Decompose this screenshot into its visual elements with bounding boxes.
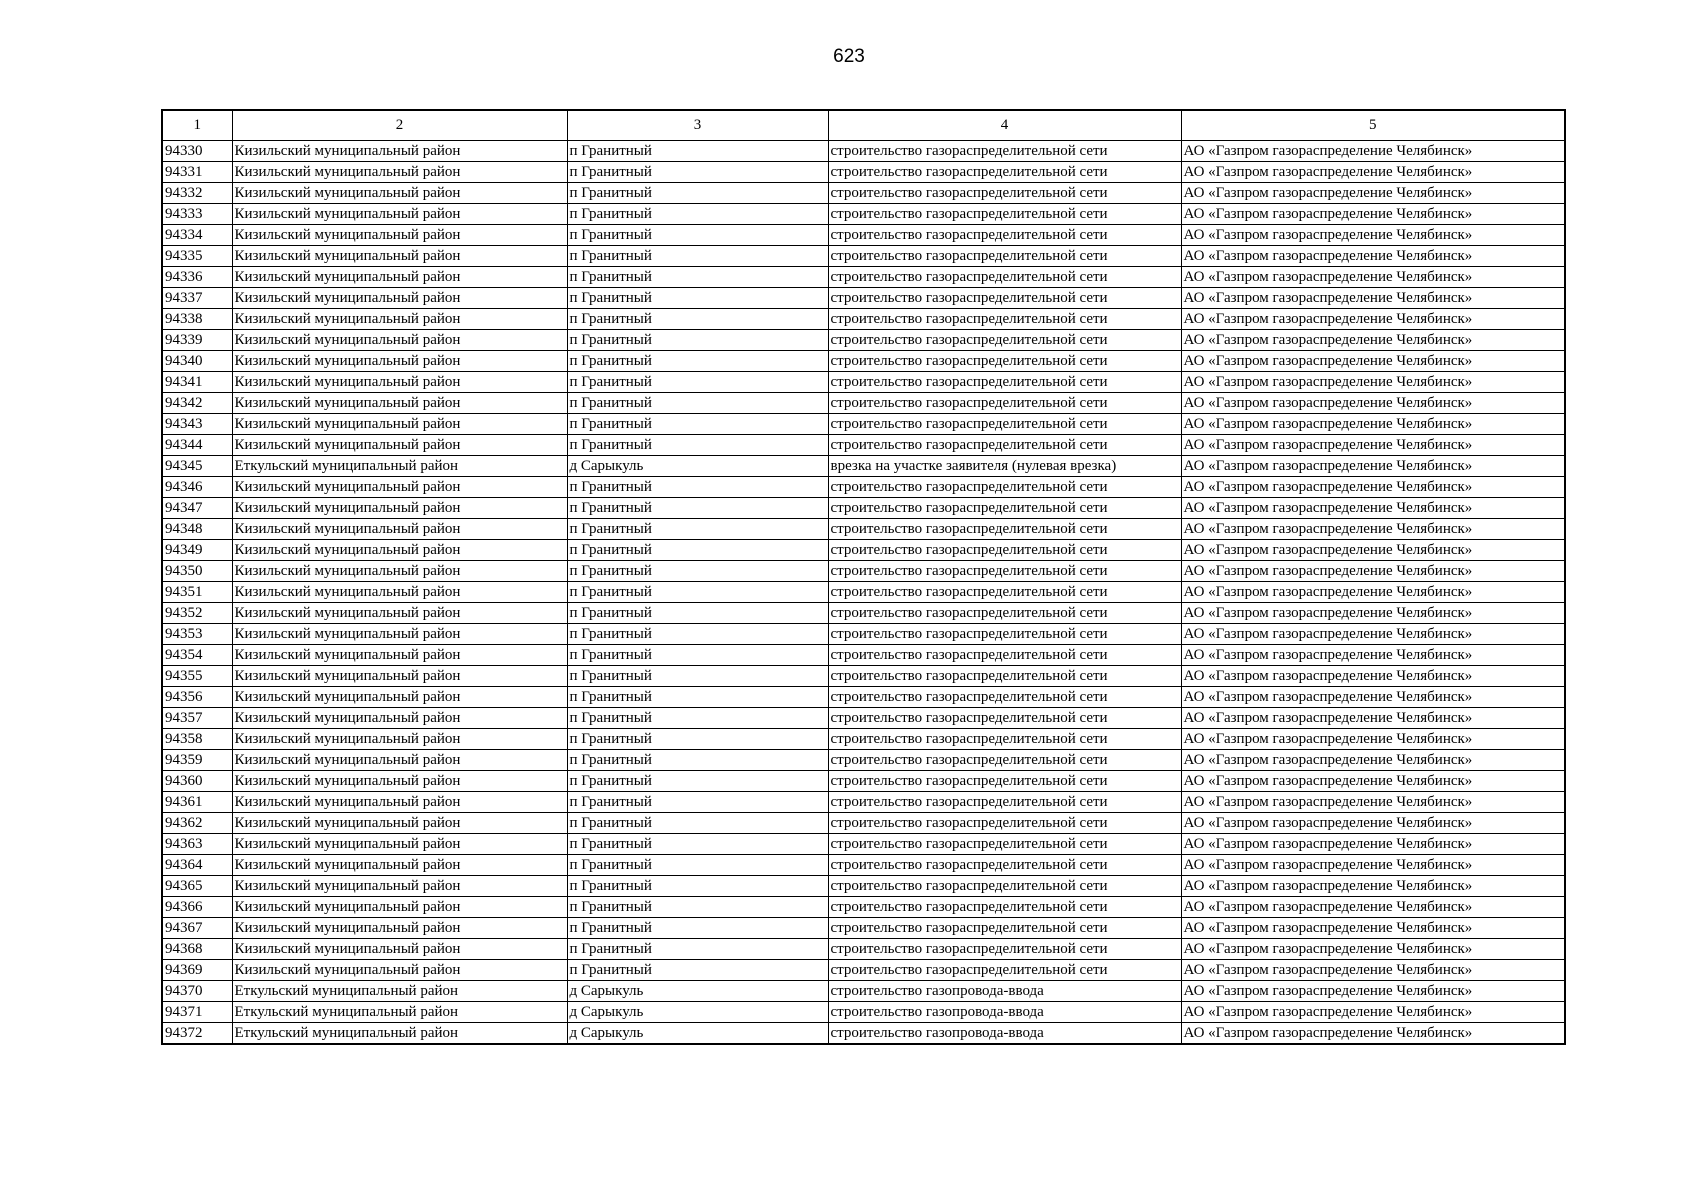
cell-district: Кизильский муниципальный район xyxy=(232,266,567,287)
cell-work-type: строительство газораспределительной сети xyxy=(828,182,1181,203)
cell-district: Кизильский муниципальный район xyxy=(232,371,567,392)
cell-work-type: строительство газораспределительной сети xyxy=(828,707,1181,728)
column-header-4: 4 xyxy=(828,110,1181,140)
cell-settlement: п Гранитный xyxy=(567,497,828,518)
cell-work-type: строительство газораспределительной сети xyxy=(828,539,1181,560)
cell-settlement: п Гранитный xyxy=(567,434,828,455)
cell-settlement: д Сарыкуль xyxy=(567,1001,828,1022)
cell-work-type: строительство газораспределительной сети xyxy=(828,266,1181,287)
table-row xyxy=(162,413,1565,434)
cell-number: 94360 xyxy=(162,770,232,791)
cell-work-type: строительство газопровода-ввода xyxy=(828,1001,1181,1022)
cell-district: Еткульский муниципальный район xyxy=(232,980,567,1001)
cell-organization: АО «Газпром газораспределение Челябинск» xyxy=(1181,350,1565,371)
cell-number: 94330 xyxy=(162,140,232,161)
cell-number: 94352 xyxy=(162,602,232,623)
cell-work-type: строительство газораспределительной сети xyxy=(828,812,1181,833)
cell-district: Еткульский муниципальный район xyxy=(232,455,567,476)
cell-settlement: п Гранитный xyxy=(567,224,828,245)
cell-number: 94353 xyxy=(162,623,232,644)
cell-settlement: п Гранитный xyxy=(567,623,828,644)
cell-work-type: строительство газораспределительной сети xyxy=(828,518,1181,539)
cell-work-type: врезка на участке заявителя (нулевая врезка) xyxy=(828,455,1181,476)
register-table xyxy=(161,109,1566,1045)
cell-district: Кизильский муниципальный район xyxy=(232,350,567,371)
cell-organization: АО «Газпром газораспределение Челябинск» xyxy=(1181,476,1565,497)
cell-district: Кизильский муниципальный район xyxy=(232,833,567,854)
cell-district: Кизильский муниципальный район xyxy=(232,665,567,686)
table-row xyxy=(162,497,1565,518)
cell-number: 94336 xyxy=(162,266,232,287)
cell-settlement: п Гранитный xyxy=(567,371,828,392)
cell-number: 94339 xyxy=(162,329,232,350)
cell-settlement: п Гранитный xyxy=(567,959,828,980)
cell-district: Кизильский муниципальный район xyxy=(232,686,567,707)
cell-district: Кизильский муниципальный район xyxy=(232,539,567,560)
cell-settlement: п Гранитный xyxy=(567,875,828,896)
cell-settlement: п Гранитный xyxy=(567,812,828,833)
cell-number: 94344 xyxy=(162,434,232,455)
cell-number: 94364 xyxy=(162,854,232,875)
table-row xyxy=(162,245,1565,266)
cell-work-type: строительство газораспределительной сети xyxy=(828,350,1181,371)
cell-number: 94341 xyxy=(162,371,232,392)
table-row xyxy=(162,581,1565,602)
table-row xyxy=(162,917,1565,938)
cell-organization: АО «Газпром газораспределение Челябинск» xyxy=(1181,980,1565,1001)
table-row xyxy=(162,476,1565,497)
cell-number: 94354 xyxy=(162,644,232,665)
cell-work-type: строительство газораспределительной сети xyxy=(828,917,1181,938)
cell-district: Кизильский муниципальный район xyxy=(232,434,567,455)
cell-organization: АО «Газпром газораспределение Челябинск» xyxy=(1181,329,1565,350)
cell-district: Кизильский муниципальный район xyxy=(232,938,567,959)
cell-district: Кизильский муниципальный район xyxy=(232,917,567,938)
table-row xyxy=(162,602,1565,623)
cell-work-type: строительство газораспределительной сети xyxy=(828,308,1181,329)
table-row xyxy=(162,161,1565,182)
cell-number: 94367 xyxy=(162,917,232,938)
cell-district: Кизильский муниципальный район xyxy=(232,644,567,665)
cell-number: 94343 xyxy=(162,413,232,434)
cell-organization: АО «Газпром газораспределение Челябинск» xyxy=(1181,833,1565,854)
cell-work-type: строительство газораспределительной сети xyxy=(828,203,1181,224)
cell-organization: АО «Газпром газораспределение Челябинск» xyxy=(1181,266,1565,287)
table-row xyxy=(162,833,1565,854)
column-header-1: 1 xyxy=(162,110,232,140)
cell-work-type: строительство газораспределительной сети xyxy=(828,140,1181,161)
cell-organization: АО «Газпром газораспределение Челябинск» xyxy=(1181,875,1565,896)
cell-work-type: строительство газораспределительной сети xyxy=(828,791,1181,812)
cell-work-type: строительство газопровода-ввода xyxy=(828,1022,1181,1044)
cell-organization: АО «Газпром газораспределение Челябинск» xyxy=(1181,602,1565,623)
cell-district: Кизильский муниципальный район xyxy=(232,959,567,980)
cell-number: 94356 xyxy=(162,686,232,707)
cell-district: Кизильский муниципальный район xyxy=(232,896,567,917)
cell-settlement: п Гранитный xyxy=(567,203,828,224)
cell-settlement: п Гранитный xyxy=(567,518,828,539)
cell-district: Кизильский муниципальный район xyxy=(232,329,567,350)
cell-settlement: п Гранитный xyxy=(567,140,828,161)
column-header-3: 3 xyxy=(567,110,828,140)
cell-organization: АО «Газпром газораспределение Челябинск» xyxy=(1181,791,1565,812)
cell-number: 94338 xyxy=(162,308,232,329)
cell-organization: АО «Газпром газораспределение Челябинск» xyxy=(1181,749,1565,770)
cell-settlement: д Сарыкуль xyxy=(567,1022,828,1044)
cell-organization: АО «Газпром газораспределение Челябинск» xyxy=(1181,539,1565,560)
cell-organization: АО «Газпром газораспределение Челябинск» xyxy=(1181,413,1565,434)
cell-organization: АО «Газпром газораспределение Челябинск» xyxy=(1181,245,1565,266)
cell-settlement: п Гранитный xyxy=(567,308,828,329)
cell-district: Еткульский муниципальный район xyxy=(232,1001,567,1022)
cell-settlement: п Гранитный xyxy=(567,896,828,917)
cell-organization: АО «Газпром газораспределение Челябинск» xyxy=(1181,917,1565,938)
cell-number: 94340 xyxy=(162,350,232,371)
cell-district: Кизильский муниципальный район xyxy=(232,203,567,224)
table-row xyxy=(162,266,1565,287)
cell-settlement: п Гранитный xyxy=(567,476,828,497)
cell-organization: АО «Газпром газораспределение Челябинск» xyxy=(1181,203,1565,224)
cell-settlement: п Гранитный xyxy=(567,581,828,602)
cell-work-type: строительство газораспределительной сети xyxy=(828,938,1181,959)
cell-work-type: строительство газораспределительной сети xyxy=(828,245,1181,266)
table-row xyxy=(162,371,1565,392)
cell-work-type: строительство газораспределительной сети xyxy=(828,413,1181,434)
page-number: 623 xyxy=(833,46,865,67)
table-header xyxy=(162,110,1565,140)
cell-work-type: строительство газораспределительной сети xyxy=(828,497,1181,518)
cell-organization: АО «Газпром газораспределение Челябинск» xyxy=(1181,308,1565,329)
cell-work-type: строительство газораспределительной сети xyxy=(828,728,1181,749)
cell-settlement: п Гранитный xyxy=(567,749,828,770)
cell-district: Кизильский муниципальный район xyxy=(232,413,567,434)
cell-district: Кизильский муниципальный район xyxy=(232,770,567,791)
cell-number: 94350 xyxy=(162,560,232,581)
cell-number: 94362 xyxy=(162,812,232,833)
cell-number: 94368 xyxy=(162,938,232,959)
table-row xyxy=(162,980,1565,1001)
cell-number: 94333 xyxy=(162,203,232,224)
cell-district: Кизильский муниципальный район xyxy=(232,161,567,182)
cell-settlement: д Сарыкуль xyxy=(567,455,828,476)
cell-district: Кизильский муниципальный район xyxy=(232,224,567,245)
table-row xyxy=(162,308,1565,329)
table-row xyxy=(162,1022,1565,1044)
cell-work-type: строительство газопровода-ввода xyxy=(828,980,1181,1001)
table-row xyxy=(162,350,1565,371)
cell-district: Кизильский муниципальный район xyxy=(232,812,567,833)
cell-settlement: п Гранитный xyxy=(567,728,828,749)
cell-organization: АО «Газпром газораспределение Челябинск» xyxy=(1181,518,1565,539)
cell-settlement: п Гранитный xyxy=(567,329,828,350)
cell-number: 94331 xyxy=(162,161,232,182)
cell-settlement: п Гранитный xyxy=(567,602,828,623)
table-row xyxy=(162,455,1565,476)
cell-settlement: п Гранитный xyxy=(567,392,828,413)
cell-district: Кизильский муниципальный район xyxy=(232,476,567,497)
cell-work-type: строительство газораспределительной сети xyxy=(828,665,1181,686)
cell-organization: АО «Газпром газораспределение Челябинск» xyxy=(1181,371,1565,392)
cell-settlement: п Гранитный xyxy=(567,791,828,812)
cell-number: 94342 xyxy=(162,392,232,413)
cell-number: 94358 xyxy=(162,728,232,749)
cell-work-type: строительство газораспределительной сети xyxy=(828,329,1181,350)
cell-settlement: п Гранитный xyxy=(567,287,828,308)
cell-district: Кизильский муниципальный район xyxy=(232,140,567,161)
cell-organization: АО «Газпром газораспределение Челябинск» xyxy=(1181,1022,1565,1044)
cell-number: 94351 xyxy=(162,581,232,602)
table-row xyxy=(162,623,1565,644)
cell-organization: АО «Газпром газораспределение Челябинск» xyxy=(1181,728,1565,749)
cell-work-type: строительство газораспределительной сети xyxy=(828,224,1181,245)
cell-settlement: д Сарыкуль xyxy=(567,980,828,1001)
cell-number: 94349 xyxy=(162,539,232,560)
cell-number: 94346 xyxy=(162,476,232,497)
cell-district: Кизильский муниципальный район xyxy=(232,182,567,203)
table-row xyxy=(162,434,1565,455)
cell-number: 94357 xyxy=(162,707,232,728)
cell-district: Кизильский муниципальный район xyxy=(232,791,567,812)
table-row xyxy=(162,1001,1565,1022)
cell-district: Еткульский муниципальный район xyxy=(232,1022,567,1044)
table-row xyxy=(162,665,1565,686)
cell-district: Кизильский муниципальный район xyxy=(232,854,567,875)
table-row xyxy=(162,560,1565,581)
table-row xyxy=(162,770,1565,791)
cell-work-type: строительство газораспределительной сети xyxy=(828,959,1181,980)
column-header-2: 2 xyxy=(232,110,567,140)
cell-organization: АО «Газпром газораспределение Челябинск» xyxy=(1181,896,1565,917)
cell-number: 94337 xyxy=(162,287,232,308)
cell-number: 94348 xyxy=(162,518,232,539)
cell-number: 94335 xyxy=(162,245,232,266)
cell-settlement: п Гранитный xyxy=(567,539,828,560)
cell-work-type: строительство газораспределительной сети xyxy=(828,476,1181,497)
table-body xyxy=(162,140,1565,1044)
cell-organization: АО «Газпром газораспределение Челябинск» xyxy=(1181,161,1565,182)
cell-settlement: п Гранитный xyxy=(567,917,828,938)
table-row xyxy=(162,791,1565,812)
cell-organization: АО «Газпром газораспределение Челябинск» xyxy=(1181,770,1565,791)
cell-work-type: строительство газораспределительной сети xyxy=(828,623,1181,644)
cell-organization: АО «Газпром газораспределение Челябинск» xyxy=(1181,686,1565,707)
cell-number: 94366 xyxy=(162,896,232,917)
cell-number: 94355 xyxy=(162,665,232,686)
table-row xyxy=(162,539,1565,560)
cell-work-type: строительство газораспределительной сети xyxy=(828,644,1181,665)
cell-work-type: строительство газораспределительной сети xyxy=(828,581,1181,602)
table-row xyxy=(162,728,1565,749)
cell-number: 94371 xyxy=(162,1001,232,1022)
cell-organization: АО «Газпром газораспределение Челябинск» xyxy=(1181,959,1565,980)
table-row xyxy=(162,203,1565,224)
cell-settlement: п Гранитный xyxy=(567,560,828,581)
cell-settlement: п Гранитный xyxy=(567,938,828,959)
cell-settlement: п Гранитный xyxy=(567,413,828,434)
cell-organization: АО «Газпром газораспределение Челябинск» xyxy=(1181,140,1565,161)
cell-district: Кизильский муниципальный район xyxy=(232,602,567,623)
cell-district: Кизильский муниципальный район xyxy=(232,392,567,413)
cell-work-type: строительство газораспределительной сети xyxy=(828,770,1181,791)
cell-organization: АО «Газпром газораспределение Челябинск» xyxy=(1181,455,1565,476)
cell-number: 94363 xyxy=(162,833,232,854)
header-row xyxy=(162,110,1565,140)
cell-organization: АО «Газпром газораспределение Челябинск» xyxy=(1181,497,1565,518)
cell-work-type: строительство газораспределительной сети xyxy=(828,833,1181,854)
table-row xyxy=(162,875,1565,896)
table-row xyxy=(162,224,1565,245)
table-row xyxy=(162,329,1565,350)
cell-district: Кизильский муниципальный район xyxy=(232,245,567,266)
cell-work-type: строительство газораспределительной сети xyxy=(828,875,1181,896)
table-row xyxy=(162,287,1565,308)
table-row xyxy=(162,707,1565,728)
cell-work-type: строительство газораспределительной сети xyxy=(828,371,1181,392)
cell-settlement: п Гранитный xyxy=(567,707,828,728)
cell-organization: АО «Газпром газораспределение Челябинск» xyxy=(1181,812,1565,833)
cell-number: 94369 xyxy=(162,959,232,980)
cell-organization: АО «Газпром газораспределение Челябинск» xyxy=(1181,224,1565,245)
cell-organization: АО «Газпром газораспределение Челябинск» xyxy=(1181,434,1565,455)
cell-organization: АО «Газпром газораспределение Челябинск» xyxy=(1181,707,1565,728)
table-row xyxy=(162,644,1565,665)
cell-settlement: п Гранитный xyxy=(567,182,828,203)
cell-organization: АО «Газпром газораспределение Челябинск» xyxy=(1181,392,1565,413)
cell-work-type: строительство газораспределительной сети xyxy=(828,896,1181,917)
cell-district: Кизильский муниципальный район xyxy=(232,749,567,770)
table-row xyxy=(162,812,1565,833)
cell-district: Кизильский муниципальный район xyxy=(232,875,567,896)
cell-district: Кизильский муниципальный район xyxy=(232,560,567,581)
table-row xyxy=(162,959,1565,980)
column-header-5: 5 xyxy=(1181,110,1565,140)
cell-organization: АО «Газпром газораспределение Челябинск» xyxy=(1181,854,1565,875)
cell-settlement: п Гранитный xyxy=(567,686,828,707)
cell-settlement: п Гранитный xyxy=(567,161,828,182)
cell-district: Кизильский муниципальный район xyxy=(232,497,567,518)
cell-organization: АО «Газпром газораспределение Челябинск» xyxy=(1181,665,1565,686)
table-row xyxy=(162,140,1565,161)
cell-district: Кизильский муниципальный район xyxy=(232,308,567,329)
cell-organization: АО «Газпром газораспределение Челябинск» xyxy=(1181,287,1565,308)
cell-settlement: п Гранитный xyxy=(567,266,828,287)
table-row xyxy=(162,854,1565,875)
cell-number: 94372 xyxy=(162,1022,232,1044)
cell-work-type: строительство газораспределительной сети xyxy=(828,287,1181,308)
cell-number: 94361 xyxy=(162,791,232,812)
cell-settlement: п Гранитный xyxy=(567,665,828,686)
cell-settlement: п Гранитный xyxy=(567,245,828,266)
cell-number: 94332 xyxy=(162,182,232,203)
cell-work-type: строительство газораспределительной сети xyxy=(828,434,1181,455)
cell-settlement: п Гранитный xyxy=(567,854,828,875)
table-row xyxy=(162,182,1565,203)
cell-number: 94370 xyxy=(162,980,232,1001)
cell-work-type: строительство газораспределительной сети xyxy=(828,560,1181,581)
cell-district: Кизильский муниципальный район xyxy=(232,728,567,749)
cell-organization: АО «Газпром газораспределение Челябинск» xyxy=(1181,182,1565,203)
cell-settlement: п Гранитный xyxy=(567,350,828,371)
cell-organization: АО «Газпром газораспределение Челябинск» xyxy=(1181,560,1565,581)
cell-organization: АО «Газпром газораспределение Челябинск» xyxy=(1181,644,1565,665)
cell-district: Кизильский муниципальный район xyxy=(232,707,567,728)
cell-settlement: п Гранитный xyxy=(567,644,828,665)
cell-district: Кизильский муниципальный район xyxy=(232,287,567,308)
cell-settlement: п Гранитный xyxy=(567,833,828,854)
cell-district: Кизильский муниципальный район xyxy=(232,518,567,539)
cell-settlement: п Гранитный xyxy=(567,770,828,791)
cell-work-type: строительство газораспределительной сети xyxy=(828,602,1181,623)
table-row xyxy=(162,392,1565,413)
cell-work-type: строительство газораспределительной сети xyxy=(828,392,1181,413)
cell-work-type: строительство газораспределительной сети xyxy=(828,749,1181,770)
cell-work-type: строительство газораспределительной сети xyxy=(828,686,1181,707)
cell-number: 94365 xyxy=(162,875,232,896)
cell-number: 94359 xyxy=(162,749,232,770)
cell-number: 94345 xyxy=(162,455,232,476)
cell-work-type: строительство газораспределительной сети xyxy=(828,161,1181,182)
cell-number: 94347 xyxy=(162,497,232,518)
table-row xyxy=(162,938,1565,959)
cell-organization: АО «Газпром газораспределение Челябинск» xyxy=(1181,1001,1565,1022)
cell-organization: АО «Газпром газораспределение Челябинск» xyxy=(1181,623,1565,644)
table-row xyxy=(162,896,1565,917)
cell-district: Кизильский муниципальный район xyxy=(232,581,567,602)
cell-organization: АО «Газпром газораспределение Челябинск» xyxy=(1181,938,1565,959)
cell-district: Кизильский муниципальный район xyxy=(232,623,567,644)
cell-organization: АО «Газпром газораспределение Челябинск» xyxy=(1181,581,1565,602)
cell-number: 94334 xyxy=(162,224,232,245)
cell-work-type: строительство газораспределительной сети xyxy=(828,854,1181,875)
table-row xyxy=(162,518,1565,539)
table-row xyxy=(162,749,1565,770)
table-row xyxy=(162,686,1565,707)
